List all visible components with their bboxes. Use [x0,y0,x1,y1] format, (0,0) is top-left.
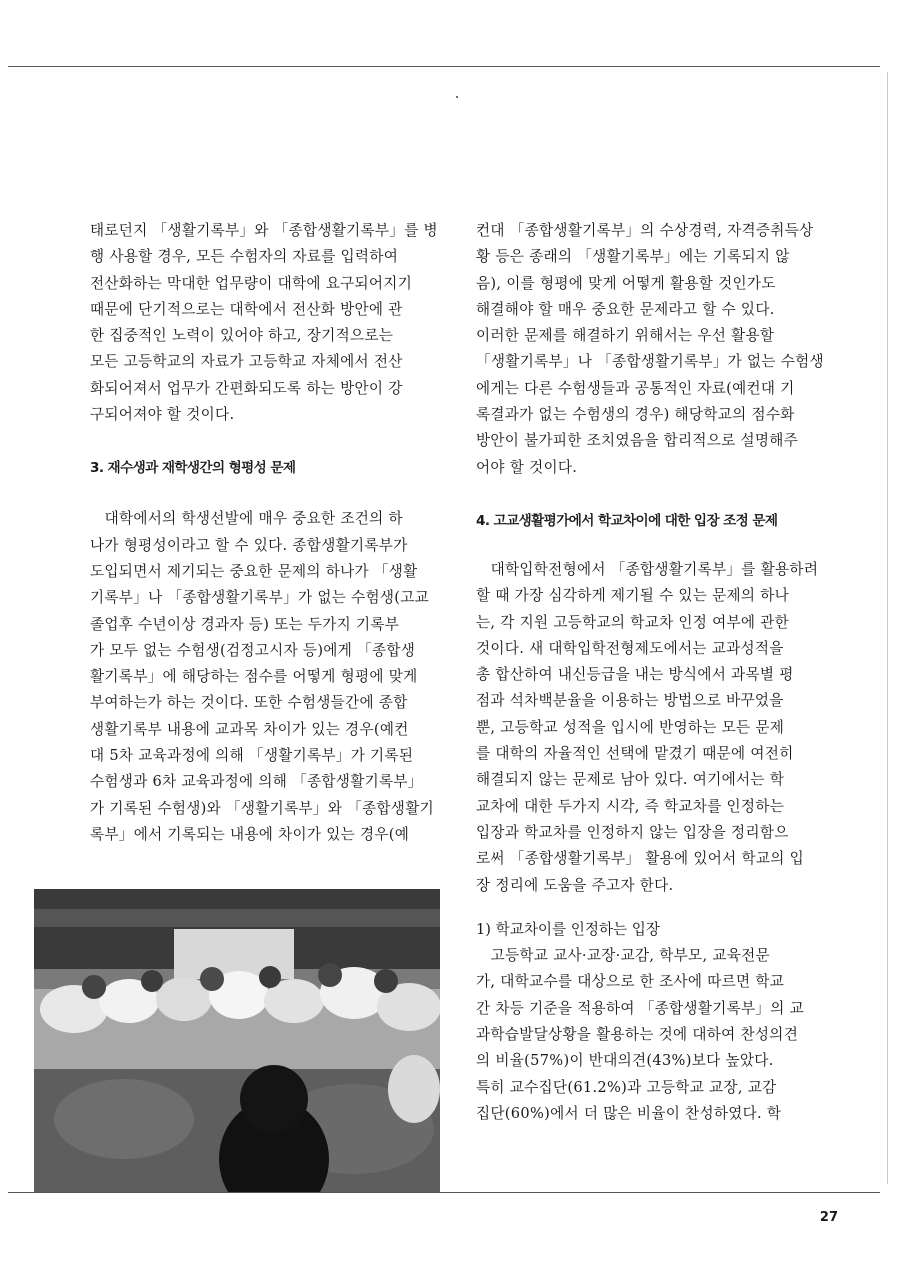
page-edge [887,72,888,1184]
right-paragraph-1: 컨대 「종합생활기록부」의 수상경력, 자격증취득상 황 등은 종래의 「생활기록부」에는 기록되지 않 음), 이를 형평에 맞게 어떻게 활용할 것인가도 해결해야 할 매우 중요한 문제라고 할 수 있다. 이러한 문제를 해결하기 위해서는 우선 활용할 「생활기록부」나 「종합생활기록부」가 없는 수험생 에게는 다른 수험생들과 공통적인 자료(예컨대 기 록결과가 없는 수험생의 경우) 해당학교의 점수화 방안이 불가피한 조치였음을 합리적으로 설명해주 어야 할 것이다. [476,222,824,476]
page-number: 27 [819,1210,838,1225]
right-paragraph-3: 고등학교 교사·교장·교감, 학부모, 교육전문 가, 대학교수를 대상으로 한 조사에 따르면 학교 간 차등 기준을 적용하여 「종합생활기록부」의 교 과학습발달상황을 활용하는 것에 대하여 찬성의견 의 비율(57%)이 반대의견(43%)보다 높았다. 특히 교수집단(61.2%)과 고등학교 교장, 교감 집단(60%)에서 더 많은 비율이 찬성하였다. 학 [476,947,805,1122]
classroom-photo-image [34,889,440,1192]
section-4-heading: 4. 고교생활평가에서 학교차이에 대한 입장 조정 문제 [476,512,778,529]
left-paragraph-1: 태로던지 「생활기록부」와 「종합생활기록부」를 병 행 사용할 경우, 모든 수험자의 자료를 입력하여 전산화하는 막대한 업무량이 대학에 요구되어지기 때문에 단기적으로는 대학에서 전산화 방안에 관 한 집중적인 노력이 있어야 하고, 장기적으로는 모든 고등학교의 자료가 고등학교 자체에서 전산 화되어져서 업무가 간편화되도록 하는 방안이 강 구되어져야 할 것이다. [90,222,438,424]
top-rule [8,66,880,67]
right-column [476,218,828,1127]
subsection-1-heading: 1) 학교차이를 인정하는 입장 [476,920,660,938]
scan-speck [456,96,458,98]
classroom-photo [34,889,440,1192]
left-column [90,218,442,848]
left-paragraph-2: 대학에서의 학생선발에 매우 중요한 조건의 하 나가 형평성이라고 할 수 있다. 종합생활기록부가 도입되면서 제기되는 중요한 문제의 하나가 「생활 기록부」나 「종합생활기록부」가 없는 수험생(고교 졸업후 수년이상 경과자 등) 또는 두가지 기록부 가 모두 없는 수험생(검정고시자 등)에게 「종합생 활기록부」에 해당하는 점수를 어떻게 형평에 맞게 부여하는가 하는 것이다. 또한 수험생들간에 종합 생활기록부 내용에 교과목 차이가 있는 경우(예컨 대 5차 교육과정에 의해 「생활기록부」가 기록된 수험생과 6차 교육과정에 의해 「종합생활기록부」 가 기록된 수험생)와 「생활기록부」와 「종합생활기 록부」에서 기록되는 내용에 차이가 있는 경우(예 [90,510,434,843]
bottom-rule [8,1192,880,1193]
right-paragraph-2: 대학입학전형에서 「종합생활기록부」를 활용하려 할 때 가장 심각하게 제기될 수 있는 문제의 하나 는, 각 지원 고등학교의 학교차 인정 여부에 관한 것이다. 새 대학입학전형제도에서는 교과성적을 총 합산하여 내신등급을 내는 방식에서 과목별 평 점과 석차백분율을 이용하는 방법으로 바꾸었을 뿐, 고등학교 성적을 입시에 반영하는 모든 문제 를 대학의 자율적인 선택에 맡겼기 때문에 여전히 해결되지 않는 문제로 남아 있다. 여기에서는 학 교차에 대한 두가지 시각, 즉 학교차를 인정하는 입장과 학교차를 인정하지 않는 입장을 정리함으 로써 「종합생활기록부」 활용에 있어서 학교의 입 장 정리에 도움을 주고자 한다. [476,560,819,894]
section-3-heading: 3. 재수생과 재학생간의 형평성 문제 [90,460,296,477]
